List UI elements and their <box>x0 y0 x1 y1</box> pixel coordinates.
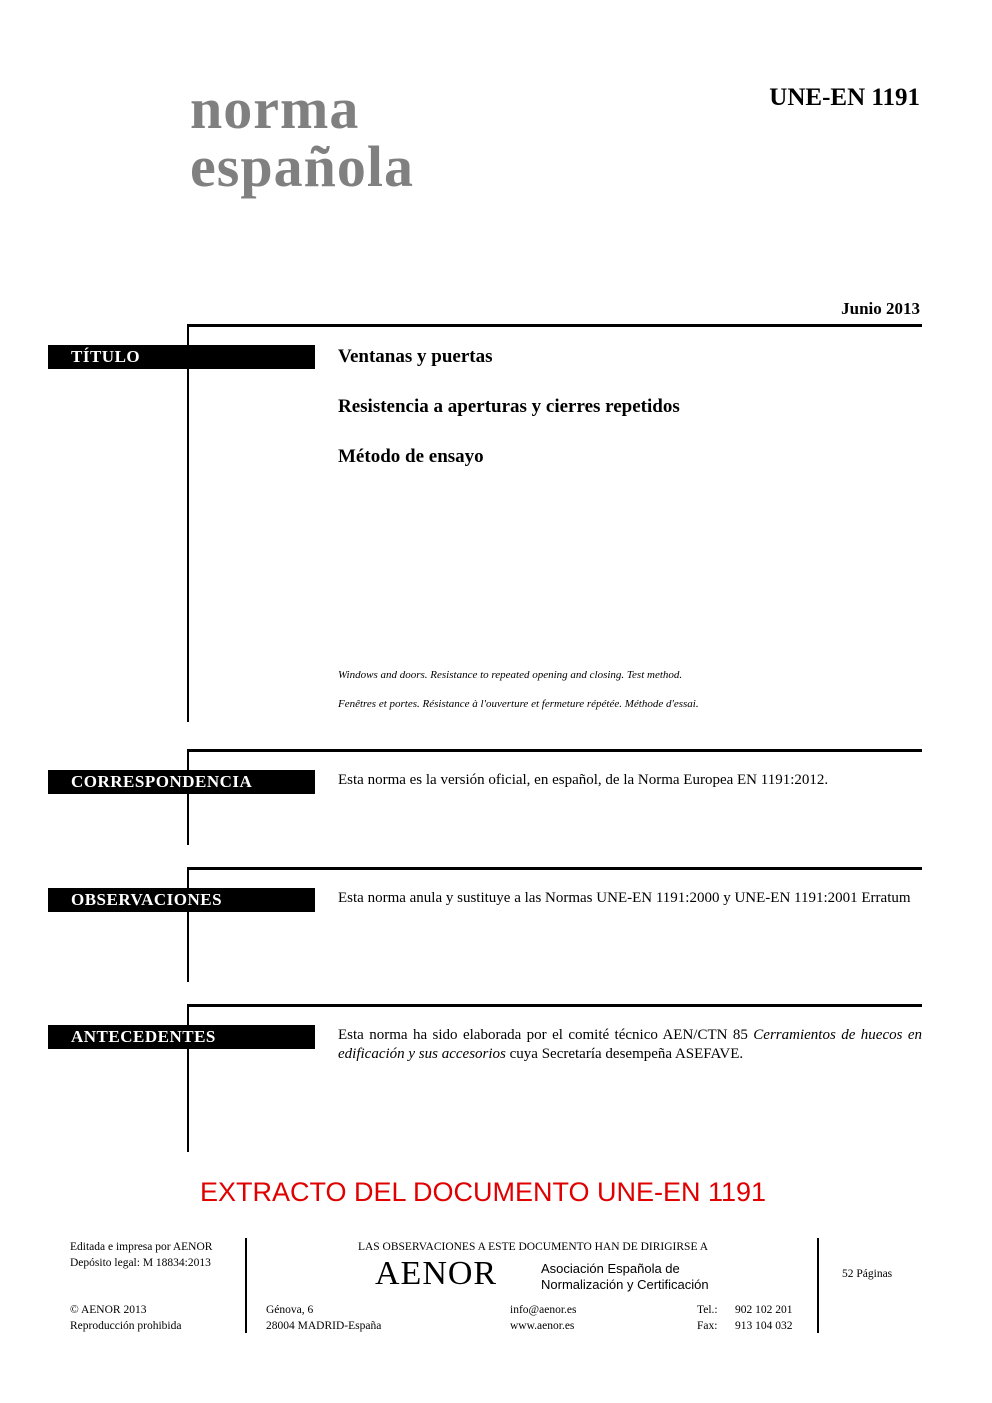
address-line-1: Génova, 6 <box>266 1304 314 1316</box>
footer-rights <box>70 1302 181 1334</box>
committee-name: Cerramientos de huecos en edificación y sus accesorios <box>338 1027 923 1062</box>
aenor-logo-subtitle <box>541 1261 709 1293</box>
title-line-1: Ventanas y puertas <box>338 346 493 367</box>
footer-observations-notice: LAS OBSERVACIONES A ESTE DOCUMENTO HAN DE DIRIGIRSE A <box>357 1241 709 1253</box>
page-count: 52 Páginas <box>842 1268 893 1280</box>
section-rule-observaciones <box>187 867 189 982</box>
tel-number: 902 102 201 <box>735 1304 793 1316</box>
fax-label: Fax: <box>697 1320 718 1332</box>
footer-contact <box>510 1302 576 1334</box>
title-line-2: Resistencia a aperturas y cierres repetidos <box>338 396 680 417</box>
footer-publisher <box>70 1239 212 1271</box>
extract-banner: EXTRACTO DEL DOCUMENTO UNE-EN 1191 <box>199 1177 767 1207</box>
contact-email[interactable]: info@aenor.es <box>510 1304 577 1316</box>
standard-code: UNE-EN 1191 <box>769 84 920 111</box>
title-french: Fenêtres et portes. Résistance à l'ouverture et fermeture répétée. Méthode d'essai. <box>338 698 699 710</box>
section-rule-titulo <box>187 324 189 722</box>
brand-line-norma: norma <box>190 76 360 141</box>
title-line-3: Método de ensayo <box>338 446 484 467</box>
title-english: Windows and doors. Resistance to repeated opening and closing. Test method. <box>338 669 683 681</box>
antecedentes-text-end: cuya Secretaría desempeña ASEFAVE. <box>505 1046 744 1062</box>
section-divider-correspondencia <box>187 749 922 752</box>
footer-reproduction: Reproducción prohibida <box>70 1320 182 1332</box>
footer-phone-labels <box>697 1302 718 1334</box>
section-divider-antecedentes <box>187 1004 922 1007</box>
antecedentes-text-start: Esta norma ha sido elaborada por el comité técnico AEN/CTN 85 <box>338 1027 754 1043</box>
footer-copyright: © AENOR 2013 <box>70 1304 147 1316</box>
tel-label: Tel.: <box>697 1304 718 1316</box>
brand-title <box>190 76 414 199</box>
footer-address <box>266 1302 381 1334</box>
antecedentes-text <box>338 1026 922 1064</box>
correspondencia-text: Esta norma es la versión oficial, en español, de la Norma Europea EN 1191:2012. <box>338 772 829 788</box>
aenor-logo-word: AENOR <box>375 1255 498 1292</box>
footer-edited: Editada e impresa por AENOR <box>70 1241 213 1253</box>
publication-date: Junio 2013 <box>841 299 920 318</box>
footer-separator-right <box>817 1238 819 1333</box>
fax-number: 913 104 032 <box>735 1320 793 1332</box>
brand-line-espanola: española <box>190 134 414 199</box>
section-rule-correspondencia <box>187 749 189 845</box>
observaciones-text: Esta norma anula y sustituye a las Normas UNE-EN 1191:2000 y UNE-EN 1191:2001 Erratum <box>338 890 911 906</box>
section-divider-observaciones <box>187 867 922 870</box>
address-line-2: 28004 MADRID-España <box>266 1320 382 1332</box>
contact-web[interactable]: www.aenor.es <box>510 1320 575 1332</box>
section-label-titulo: TÍTULO <box>48 345 315 369</box>
section-label-antecedentes: ANTECEDENTES <box>48 1025 315 1049</box>
section-label-observaciones: OBSERVACIONES <box>48 888 315 912</box>
section-label-correspondencia: CORRESPONDENCIA <box>48 770 315 794</box>
footer-separator-left <box>245 1238 247 1333</box>
section-divider-titulo <box>187 324 922 327</box>
logo-sub-line-1: Asociación Española de <box>541 1261 680 1276</box>
logo-sub-line-2: Normalización y Certificación <box>541 1277 709 1292</box>
footer-deposit: Depósito legal: M 18834:2013 <box>70 1257 211 1269</box>
footer-phone-numbers <box>735 1302 793 1334</box>
